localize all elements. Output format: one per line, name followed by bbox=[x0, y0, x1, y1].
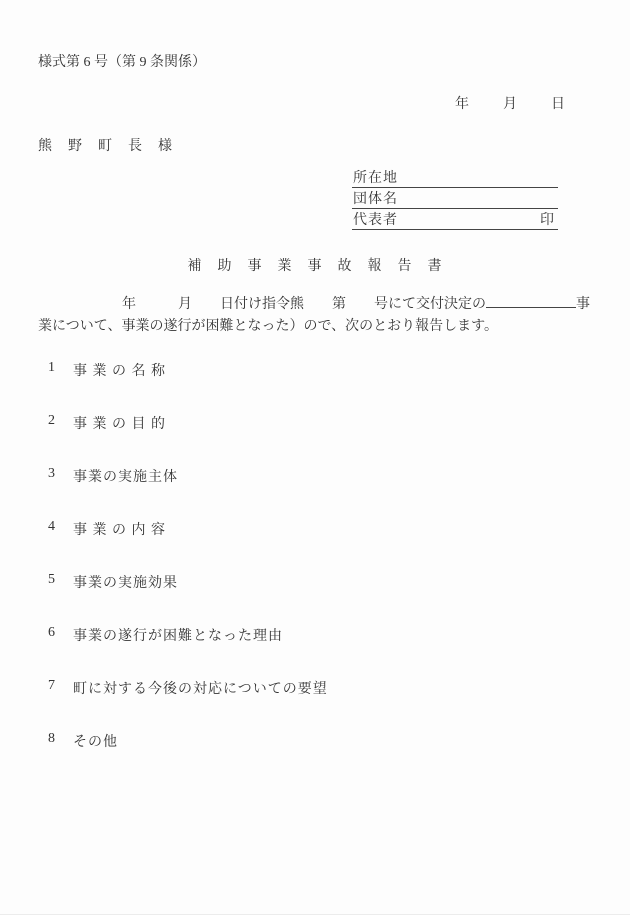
seal-mark: 印 bbox=[540, 213, 554, 228]
paragraph-line1-text: 年 月 日付け指令熊 第 号にて交付決定の bbox=[38, 297, 486, 312]
location-label: 所在地 bbox=[353, 171, 398, 186]
item-label: 事 業 の 内 容 bbox=[73, 523, 166, 538]
report-item-5 bbox=[48, 572, 328, 591]
report-item-7 bbox=[48, 678, 328, 697]
organization-fill-line bbox=[352, 188, 558, 209]
item-label: 事業の実施効果 bbox=[73, 576, 178, 591]
item-number: 3 bbox=[48, 466, 55, 481]
item-number: 6 bbox=[48, 625, 55, 640]
report-items bbox=[48, 360, 328, 784]
item-label: 事業の遂行が困難となった理由 bbox=[73, 629, 283, 644]
item-label: 事 業 の 目 的 bbox=[73, 417, 166, 432]
document-title: 補 助 事 業 事 故 報 告 書 bbox=[187, 259, 443, 274]
report-item-6 bbox=[48, 625, 328, 644]
representative-label: 代表者 bbox=[353, 213, 398, 228]
report-item-4 bbox=[48, 519, 328, 538]
form-number: 様式第 6 号（第 9 条関係） bbox=[38, 55, 206, 70]
item-label: 事 業 の 名 称 bbox=[73, 364, 166, 379]
item-number: 2 bbox=[48, 413, 55, 428]
body-paragraph bbox=[38, 294, 594, 338]
organization-label: 団体名 bbox=[353, 192, 398, 207]
item-number: 5 bbox=[48, 572, 55, 587]
year-label: 年 bbox=[455, 97, 469, 112]
fill-in-blank bbox=[486, 294, 576, 308]
paragraph-line1 bbox=[38, 294, 594, 316]
report-item-1 bbox=[48, 360, 328, 379]
report-item-3 bbox=[48, 466, 328, 485]
report-item-8 bbox=[48, 731, 328, 750]
date-line bbox=[455, 93, 565, 113]
item-number: 1 bbox=[48, 360, 55, 375]
paragraph-line1-end: 事 bbox=[576, 297, 590, 312]
addressee: 熊 野 町 長 様 bbox=[38, 139, 173, 154]
representative-fill-line bbox=[352, 209, 558, 230]
item-label: 事業の実施主体 bbox=[73, 470, 178, 485]
location-fill-line bbox=[352, 167, 558, 188]
report-item-2 bbox=[48, 413, 328, 432]
day-label: 日 bbox=[551, 97, 565, 112]
signature-block bbox=[352, 167, 558, 230]
item-number: 7 bbox=[48, 678, 55, 693]
item-label: 町に対する今後の対応についての要望 bbox=[73, 682, 328, 697]
month-label: 月 bbox=[503, 97, 517, 112]
item-number: 4 bbox=[48, 519, 55, 534]
paragraph-line2-text: 業について、事業の遂行が困難となった）ので、次のとおり報告します。 bbox=[38, 319, 499, 334]
item-label: その他 bbox=[73, 735, 118, 750]
item-number: 8 bbox=[48, 731, 55, 746]
